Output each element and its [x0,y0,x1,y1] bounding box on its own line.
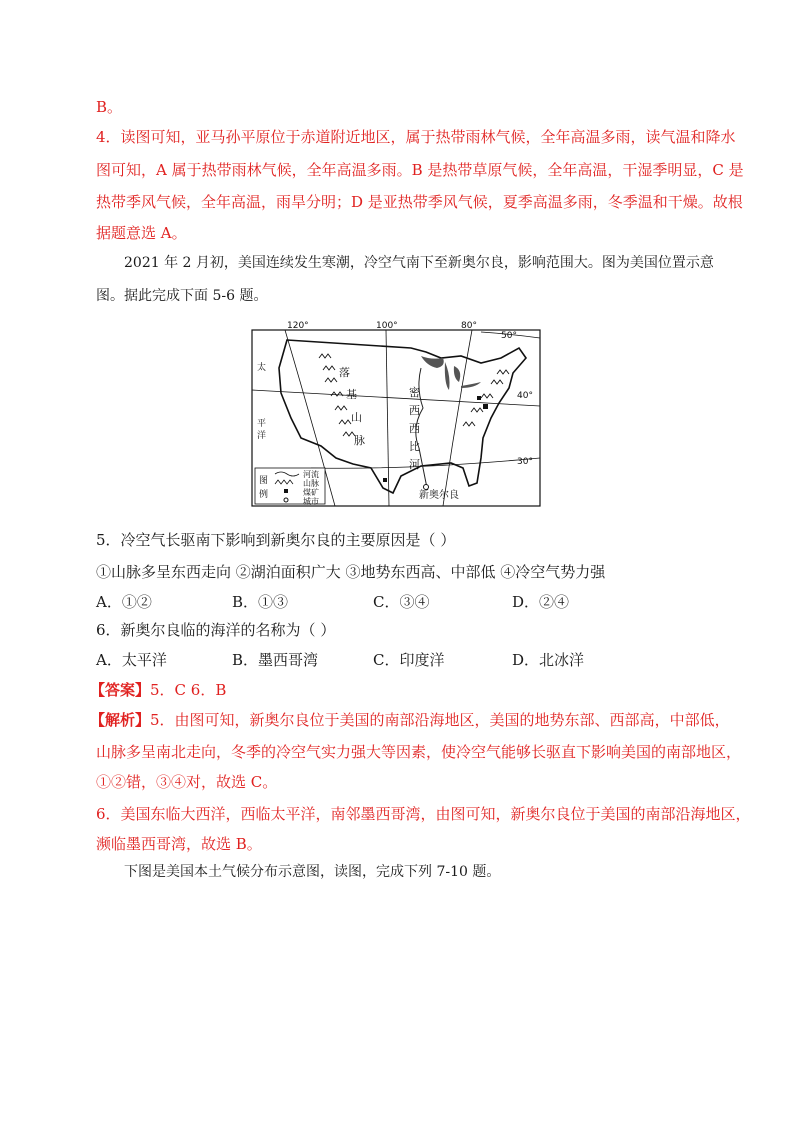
label-mississippi-3: 西 [409,422,420,435]
label-rocky-2: 基 [346,388,357,401]
lat-label-50: 50° [501,331,517,341]
analysis-line [90,710,730,730]
q5-option-b: B．①③ [232,593,289,611]
label-new-orleans: 新奥尔良 [419,490,459,501]
analysis-line: 据题意选 A。 [96,224,187,242]
analysis-line: ①②错，③④对，故选 C。 [96,773,278,791]
coal-mine-marker [383,478,387,482]
q6-option-b: B．墨西哥湾 [232,651,319,669]
answer-body: 5．C 6．B [150,681,227,699]
lat-label-40: 40° [517,391,533,401]
intro-text: 图。据此完成下面 5-6 题。 [96,288,268,304]
label-mississippi-4: 比 [409,440,420,453]
next-intro-text: 下图是美国本土气候分布示意图，读图，完成下列 7-10 题。 [124,864,501,880]
label-mississippi-2: 西 [409,404,420,417]
lon-label-100: 100° [376,321,398,331]
analysis-line: 山脉多呈南北走向，冬季的冷空气实力强大等因素，使冷空气能够长驱直下影响美国的南部地区， [96,743,742,761]
label-rocky-3: 山 [351,411,362,424]
answer-line [90,680,226,700]
q6-option-d: D．北冰洋 [512,651,585,669]
analysis-tag: 【解析】 [90,711,151,729]
legend-city-symbol [284,498,288,502]
label-rocky-1: 落 [339,366,350,379]
legend-coal-symbol [284,489,288,493]
city-marker-new-orleans [424,485,429,490]
analysis-line: 濒临墨西哥湾，故选 B。 [96,835,262,853]
analysis-line: 6．美国东临大西洋，西临太平洋，南邻墨西哥湾，由图可知，新奥尔良位于美国的南部沿海地区， [96,805,751,823]
analysis-line: 4．读图可知，亚马孙平原位于赤道附近地区，属于热带雨林气候，全年高温多雨，读气温和降水 [96,128,736,146]
q6-option-a: A．太平洋 [96,651,167,669]
us-location-map [251,318,541,508]
analysis-line: B。 [96,98,123,116]
lat-label-30: 30° [517,457,533,467]
q5-option-d: D．②④ [512,593,570,611]
question-5-statements: ①山脉多呈东西走向 ②湖泊面积广大 ③地势东西高、中部低 ④冷空气势力强 [96,563,606,581]
lon-label-80: 80° [461,321,477,331]
answer-tag: 【答案】 [90,681,151,699]
q5-option-c: C．③④ [373,593,430,611]
label-pacific-2: 平 [257,419,267,429]
legend-title-1: 图 [259,476,269,486]
label-rocky-4: 脉 [354,434,365,447]
coal-mine-marker [477,396,481,400]
label-pacific-1: 太 [257,363,267,373]
legend-mountain-label: 山脉 [303,479,319,488]
question-5: 5．冷空气长驱南下影响到新奥尔良的主要原因是（ ） [96,531,456,549]
analysis-text: 5．由图可知，新奥尔良位于美国的南部沿海地区，美国的地势东部、西部高，中部低， [150,711,730,729]
analysis-line: 热带季风气候，全年高温，雨旱分明；D 是亚热带季风气候，夏季高温多雨，冬季温和干燥。故根 [96,193,743,211]
legend-city-label: 城市 [303,497,319,506]
label-mississippi-5: 河 [409,458,420,471]
label-pacific-3: 洋 [257,431,267,441]
label-mississippi-1: 密 [409,386,420,399]
question-6: 6．新奥尔良临的海洋的名称为（ ） [96,621,336,639]
analysis-line: 图可知，A 属于热带雨林气候，全年高温多雨。B 是热带草原气候，全年高温，干湿季明显，C 是 [96,161,744,179]
coal-mine-marker [483,404,488,409]
q6-option-c: C．印度洋 [373,651,445,669]
legend-coal-label: 煤矿 [303,488,319,497]
legend-river-label: 河流 [303,470,319,479]
q5-option-a: A．①② [96,593,152,611]
legend-title-2: 例 [259,490,269,500]
lon-label-120: 120° [287,321,309,331]
intro-text: 2021 年 2 月初，美国连续发生寒潮，冷空气南下至新奥尔良，影响范围大。图为美国位置示意 [124,255,714,271]
